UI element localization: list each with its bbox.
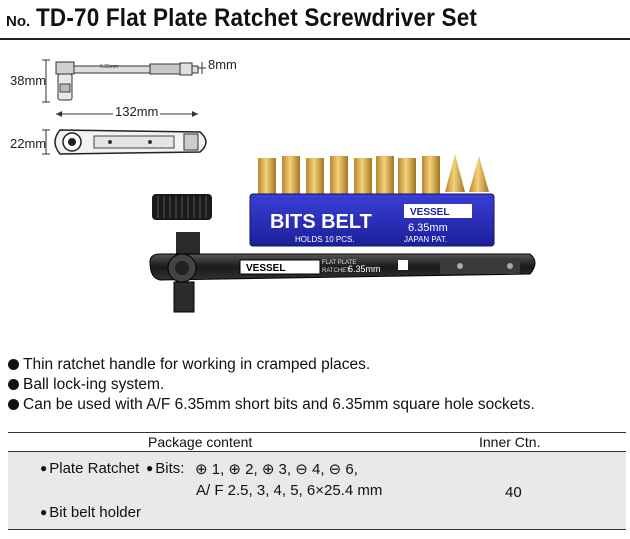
- title-bar: [0, 0, 630, 40]
- ratchet-size: 6.35mm: [348, 264, 381, 274]
- product-image: [140, 150, 550, 350]
- length-dimension-label: 132mm: [115, 104, 159, 119]
- bits-list-line1: ⊕ 1, ⊕ 2, ⊕ 3, ⊖ 4, ⊖ 6,: [195, 461, 358, 478]
- width-dimension-label: 22mm: [10, 136, 47, 151]
- bits-group: [258, 154, 489, 198]
- package-item-bit-belt: ● Bit belt holder: [40, 504, 141, 521]
- table-header-inner-ctn: Inner Ctn.: [479, 434, 541, 450]
- ratchet-label-line1: FLAT PLATE: [322, 260, 357, 266]
- bullet-dot: [8, 399, 19, 410]
- inner-carton-quantity: 40: [505, 484, 522, 501]
- table-top-rule: [8, 432, 626, 433]
- title-underline: [0, 38, 630, 40]
- bit-belt-logo: BITS BELT: [270, 211, 372, 233]
- bit-belt-size: 6.35mm: [408, 222, 448, 234]
- bit-belt-brand: VESSEL: [410, 207, 450, 218]
- bullet-dot: [8, 379, 19, 390]
- feature-item: Ball lock-ing system.: [8, 375, 628, 395]
- package-item-bits: ● Bits:: [146, 460, 185, 477]
- feature-list: [8, 355, 628, 415]
- title-number-prefix: No.: [6, 13, 31, 30]
- bit-belt-origin: JAPAN PAT.: [404, 235, 448, 244]
- feature-item: Can be used with A/F 6.35mm short bits and 6.35mm square hole sockets.: [8, 395, 628, 415]
- bullet-dot: [8, 359, 19, 370]
- side-view-marking: 6.35mm: [100, 64, 119, 70]
- package-item-ratchet: ● Plate Ratchet: [40, 460, 140, 477]
- feature-item: Thin ratchet handle for working in cramped places.: [8, 355, 628, 375]
- ratchet-label-line2: RATCHET: [322, 268, 350, 274]
- ratchet-brand: VESSEL: [246, 263, 286, 274]
- thickness-dimension-label: 8mm: [208, 57, 237, 72]
- bit-belt-capacity: HOLDS 10 PCS.: [295, 235, 355, 244]
- socket: [174, 282, 194, 312]
- bits-list-line2: A/ F 2.5, 3, 4, 5, 6×25.4 mm: [196, 482, 383, 499]
- page-title: TD-70 Flat Plate Ratchet Screwdriver Set: [36, 4, 478, 32]
- table-header-package: Package content: [148, 434, 253, 450]
- table-bottom-rule: [8, 529, 626, 530]
- height-dimension-label: 38mm: [10, 73, 47, 88]
